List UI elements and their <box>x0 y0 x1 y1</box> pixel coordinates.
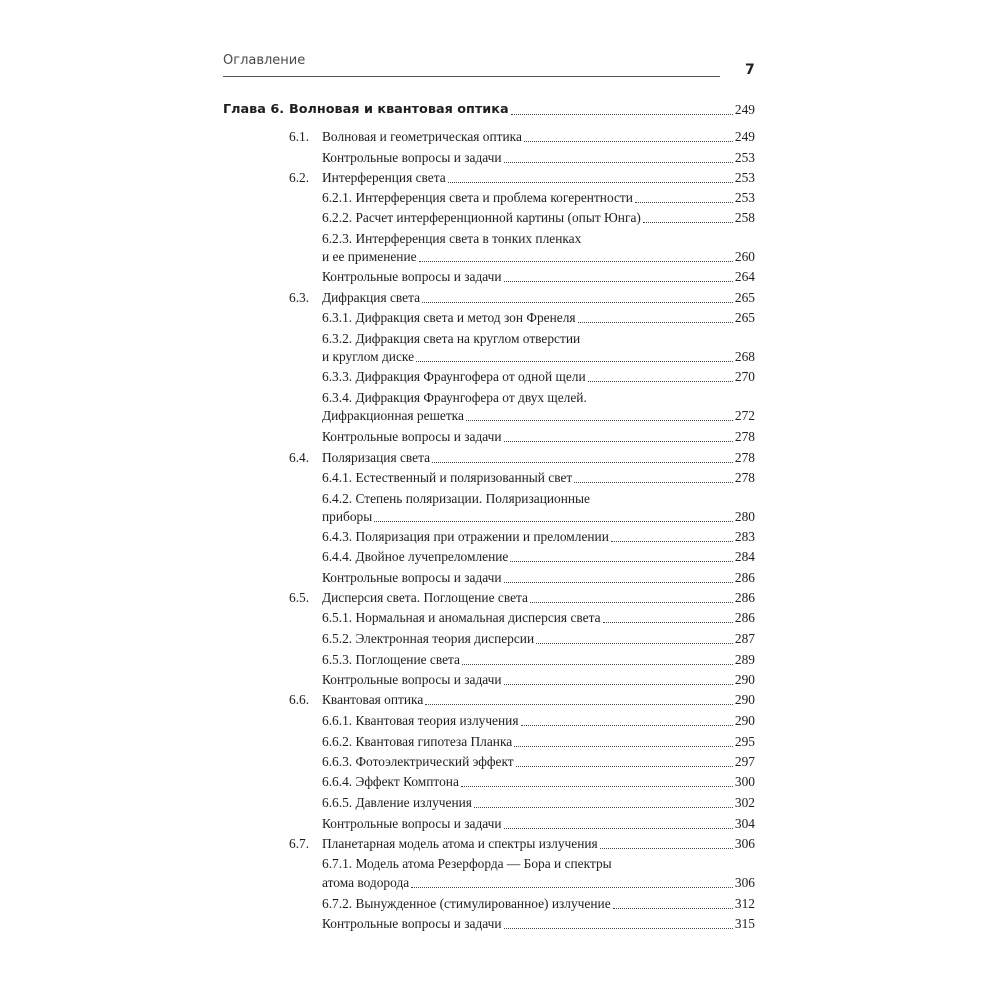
toc-entry-title: 6.3.1. Дифракция света и метод зон Френеля <box>322 310 576 325</box>
toc-entry-title: Контрольные вопросы и задачи <box>322 570 502 585</box>
toc-entry-page: 278 <box>734 470 755 485</box>
toc-entry-title: 6.2.1. Интерференция света и проблема когерентности <box>322 190 633 205</box>
section-number: 6.7. <box>289 836 310 851</box>
toc-entry-page: 284 <box>734 549 755 564</box>
toc-entry-first-line: 6.3.4. Дифракция Фраунгофера от двух щелей. <box>322 390 587 405</box>
toc-entry-page: 253 <box>734 150 755 165</box>
dot-leader <box>504 161 733 163</box>
running-title: Оглавление <box>223 53 306 68</box>
toc-entry-page: 270 <box>734 369 755 384</box>
page-number: 7 <box>745 62 755 78</box>
dot-leader <box>511 113 733 115</box>
toc-entry-title: Контрольные вопросы и задачи <box>322 429 502 444</box>
toc-subsection-entry[interactable] <box>322 248 755 266</box>
dot-leader <box>466 419 733 421</box>
toc-entry-title: Поляризация света <box>322 450 431 465</box>
toc-entry-title: Квантовая оптика <box>322 692 424 707</box>
toc-subsection-entry[interactable] <box>322 874 755 892</box>
toc-section-entry[interactable] <box>322 169 755 187</box>
section-number: 6.1. <box>289 129 310 144</box>
dot-leader <box>432 461 733 463</box>
toc-entry-title: 6.4.3. Поляризация при отражении и преломлении <box>322 529 609 544</box>
toc-entry-page: 290 <box>734 713 755 728</box>
toc-subsection-entry[interactable] <box>322 209 755 227</box>
dot-leader <box>536 642 733 644</box>
section-number: 6.4. <box>289 450 310 465</box>
toc-subsection-entry[interactable] <box>322 794 755 812</box>
toc-entry-title: 6.6.2. Квантовая гипотеза Планка <box>322 734 513 749</box>
dot-leader <box>514 745 733 747</box>
toc-entry-page: 306 <box>734 875 755 890</box>
toc-entry-title: 6.5.2. Электронная теория дисперсии <box>322 631 535 646</box>
toc-section-entry[interactable] <box>322 289 755 307</box>
toc-entry-title: приборы <box>322 509 373 524</box>
toc-entry-page: 312 <box>734 896 755 911</box>
toc-entry-page: 295 <box>734 734 755 749</box>
toc-entry-title: и круглом диске <box>322 349 415 364</box>
toc-entry-page: 306 <box>734 836 755 851</box>
toc-questions-entry[interactable] <box>322 428 755 446</box>
dot-leader <box>574 481 733 483</box>
toc-questions-entry[interactable] <box>322 915 755 933</box>
toc-subsection-entry[interactable] <box>322 309 755 327</box>
toc-section-entry[interactable] <box>322 449 755 467</box>
toc-subsection-entry[interactable] <box>322 368 755 386</box>
toc-subsection-entry[interactable] <box>322 609 755 627</box>
toc-entry-title: 6.4.1. Естественный и поляризованный свет <box>322 470 573 485</box>
dot-leader <box>578 321 733 323</box>
dot-leader <box>530 601 733 603</box>
toc-subsection-entry[interactable] <box>322 189 755 207</box>
section-number: 6.6. <box>289 692 310 707</box>
dot-leader <box>419 260 733 262</box>
toc-entry-page: 304 <box>734 816 755 831</box>
toc-entry-title: 6.6.1. Квантовая теория излучения <box>322 713 519 728</box>
toc-entry-title: Дифракция света <box>322 290 421 305</box>
toc-entry-title: Интерференция света <box>322 170 446 185</box>
dot-leader <box>603 621 733 623</box>
toc-subsection-entry[interactable] <box>322 733 755 751</box>
dot-leader <box>600 847 733 849</box>
dot-leader <box>374 520 733 522</box>
dot-leader <box>524 140 733 142</box>
toc-subsection-entry[interactable] <box>322 469 755 487</box>
toc-entry-title: Волновая и квантовая оптика <box>289 102 509 117</box>
toc-entry-page: 286 <box>734 570 755 585</box>
toc-entry-page: 260 <box>734 249 755 264</box>
dot-leader <box>504 683 733 685</box>
toc-entry-page: 278 <box>734 450 755 465</box>
toc-questions-entry[interactable] <box>322 671 755 689</box>
toc-entry-title: 6.6.3. Фотоэлектрический эффект <box>322 754 514 769</box>
dot-leader <box>613 907 733 909</box>
toc-entry-page: 249 <box>734 102 755 117</box>
toc-entry-title: 6.4.4. Двойное лучепреломление <box>322 549 509 564</box>
toc-entry-title: 6.6.4. Эффект Комптона <box>322 774 459 789</box>
dot-leader <box>611 540 733 542</box>
dot-leader <box>416 360 733 362</box>
toc-entry-first-line: 6.7.1. Модель атома Резерфорда — Бора и спектры <box>322 856 612 871</box>
dot-leader <box>516 765 733 767</box>
toc-entry-page: 278 <box>734 429 755 444</box>
toc-entry-page: 264 <box>734 269 755 284</box>
toc-entry-title: 6.2.2. Расчет интерференционной картины (опыт Юнга) <box>322 210 641 225</box>
toc-entry-page: 249 <box>734 129 755 144</box>
toc-entry-page: 286 <box>734 590 755 605</box>
toc-questions-entry[interactable] <box>322 569 755 587</box>
dot-leader <box>422 301 733 303</box>
toc-subsection-entry[interactable] <box>322 753 755 771</box>
toc-entry-page: 297 <box>734 754 755 769</box>
toc-chapter-entry[interactable] <box>289 101 755 119</box>
toc-questions-entry[interactable] <box>322 815 755 833</box>
toc-questions-entry[interactable] <box>322 149 755 167</box>
section-number: 6.3. <box>289 290 310 305</box>
toc-subsection-entry[interactable] <box>322 630 755 648</box>
toc-subsection-entry[interactable] <box>322 773 755 791</box>
toc-entry-title: Контрольные вопросы и задачи <box>322 672 502 687</box>
toc-entry-page: 290 <box>734 672 755 687</box>
dot-leader <box>461 785 733 787</box>
dot-leader <box>474 806 733 808</box>
toc-entry-title: и ее применение <box>322 249 417 264</box>
toc-subsection-entry[interactable] <box>322 895 755 913</box>
toc-subsection-entry[interactable] <box>322 712 755 730</box>
toc-entry-title: 6.3.3. Дифракция Фраунгофера от одной щели <box>322 369 586 384</box>
toc-subsection-entry[interactable] <box>322 508 755 526</box>
toc-entry-title: 6.7.2. Вынужденное (стимулированное) излучение <box>322 896 611 911</box>
dot-leader <box>462 663 733 665</box>
toc-entry-page: 253 <box>734 170 755 185</box>
toc-entry-page: 290 <box>734 692 755 707</box>
toc-subsection-entry[interactable] <box>322 651 755 669</box>
toc-entry-title: Планетарная модель атома и спектры излучения <box>322 836 598 851</box>
toc-entry-page: 315 <box>734 916 755 931</box>
toc-entry-title: атома водорода <box>322 875 410 890</box>
toc-subsection-entry[interactable] <box>322 528 755 546</box>
toc-entry-title: Дифракционная решетка <box>322 408 464 423</box>
dot-leader <box>588 380 733 382</box>
dot-leader <box>521 724 733 726</box>
toc-entry-title: 6.6.5. Давление излучения <box>322 795 472 810</box>
toc-entry-title: Контрольные вопросы и задачи <box>322 816 502 831</box>
dot-leader <box>504 827 733 829</box>
toc-entry-page: 253 <box>734 190 755 205</box>
toc-entry-first-line: 6.2.3. Интерференция света в тонких пленках <box>322 231 582 246</box>
dot-leader <box>448 181 733 183</box>
toc-entry-page: 280 <box>734 509 755 524</box>
dot-leader <box>504 927 733 929</box>
chapter-number: Глава 6. <box>223 102 285 117</box>
dot-leader <box>504 280 733 282</box>
dot-leader <box>635 201 733 203</box>
toc-entry-page: 302 <box>734 795 755 810</box>
toc-section-entry[interactable] <box>322 589 755 607</box>
toc-entry-page: 265 <box>734 310 755 325</box>
dot-leader <box>643 221 733 223</box>
toc-entry-page: 286 <box>734 610 755 625</box>
dot-leader <box>411 886 733 888</box>
toc-entry-title: Контрольные вопросы и задачи <box>322 150 502 165</box>
toc-entry-page: 283 <box>734 529 755 544</box>
toc-section-entry[interactable] <box>322 835 755 853</box>
toc-subsection-entry[interactable] <box>322 548 755 566</box>
toc-entry-page: 265 <box>734 290 755 305</box>
dot-leader <box>504 581 733 583</box>
dot-leader <box>504 440 733 442</box>
section-number: 6.5. <box>289 590 310 605</box>
dot-leader <box>425 703 733 705</box>
toc-entry-title: Волновая и геометрическая оптика <box>322 129 522 144</box>
toc-questions-entry[interactable] <box>322 268 755 286</box>
section-number: 6.2. <box>289 170 310 185</box>
toc-entry-title: Дисперсия света. Поглощение света <box>322 590 528 605</box>
dot-leader <box>510 560 733 562</box>
toc-entry-page: 287 <box>734 631 755 646</box>
toc-section-entry[interactable] <box>322 691 755 709</box>
toc-entry-title: 6.5.3. Поглощение света <box>322 652 460 667</box>
toc-entry-page: 289 <box>734 652 755 667</box>
toc-entry-page: 258 <box>734 210 755 225</box>
toc-subsection-entry[interactable] <box>322 348 755 366</box>
toc-section-entry[interactable] <box>322 128 755 146</box>
toc-entry-title: Контрольные вопросы и задачи <box>322 269 502 284</box>
toc-entry-title: Контрольные вопросы и задачи <box>322 916 502 931</box>
toc-entry-first-line: 6.3.2. Дифракция света на круглом отверстии <box>322 331 581 346</box>
toc-entry-page: 268 <box>734 349 755 364</box>
toc-entry-first-line: 6.4.2. Степень поляризации. Поляризационные <box>322 491 590 506</box>
toc-entry-title: 6.5.1. Нормальная и аномальная дисперсия света <box>322 610 601 625</box>
toc-entry-page: 272 <box>734 408 755 423</box>
toc-subsection-entry[interactable] <box>322 407 755 425</box>
toc-entry-page: 300 <box>734 774 755 789</box>
